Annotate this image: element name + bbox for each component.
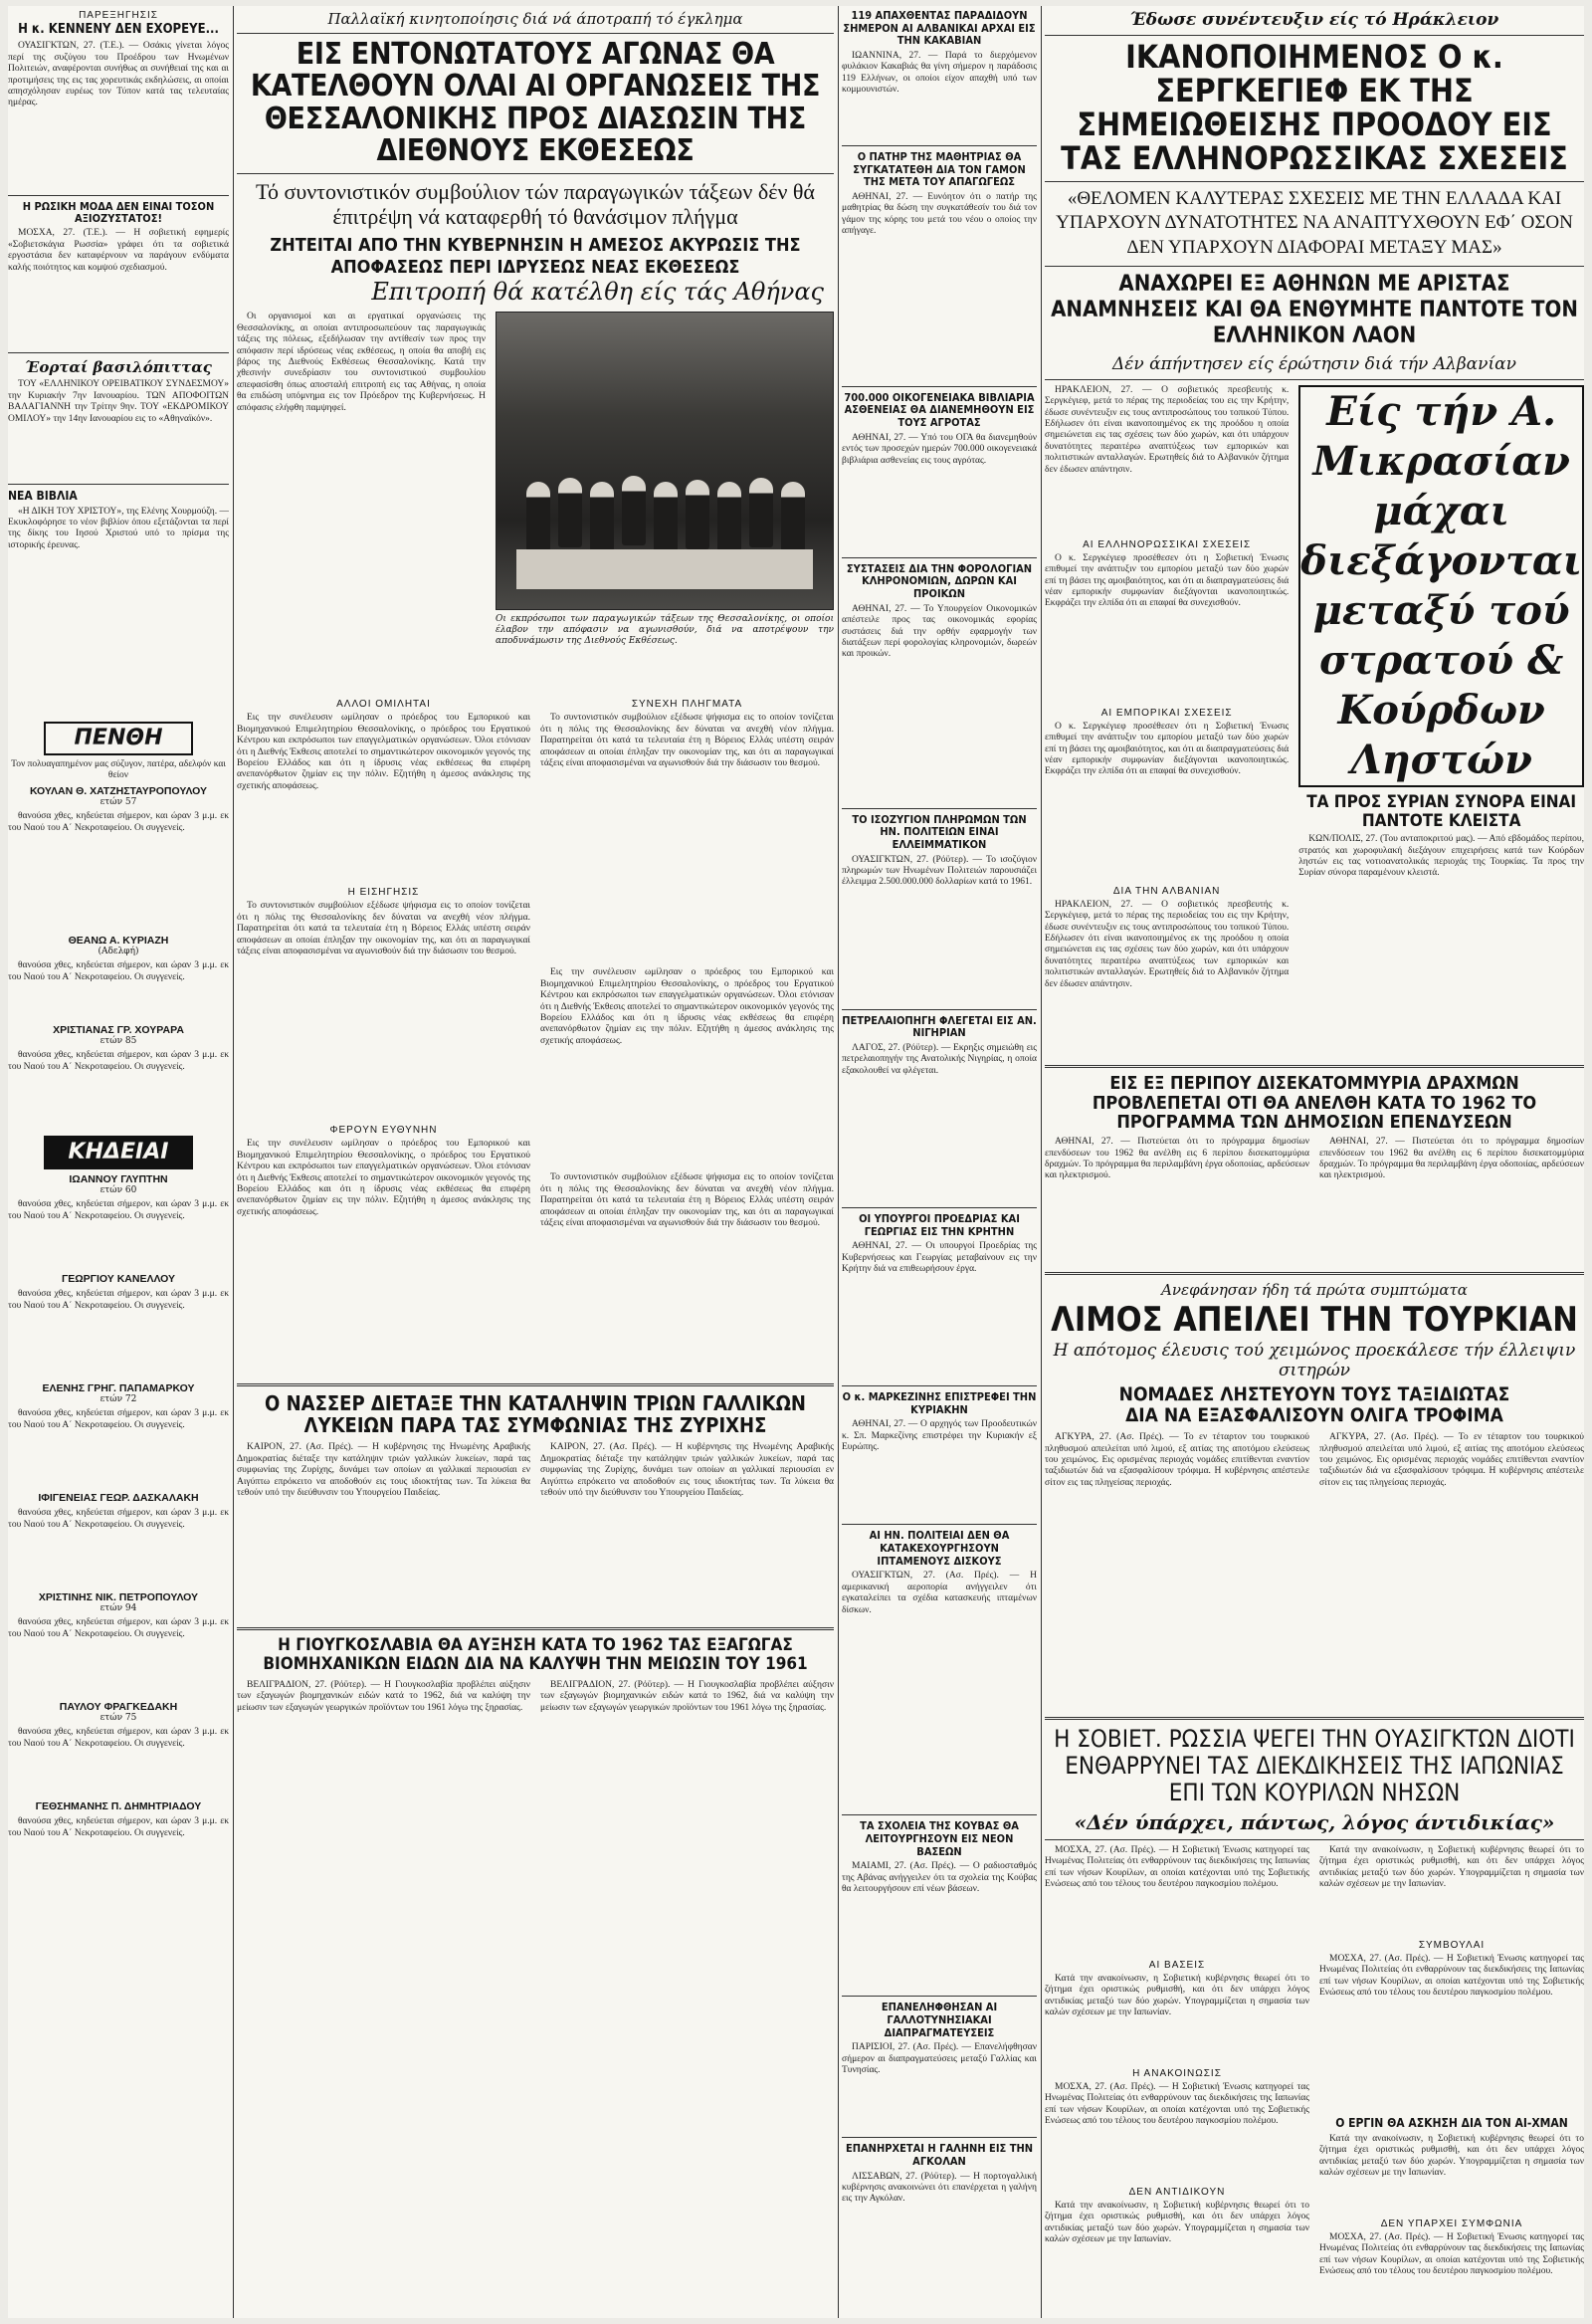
column-foreign: Έδωσε συνέντευξιν είς τό Ηράκλειον ΙΚΑΝΟΠΟΙΗΜΕΝΟΣ Ο κ. ΣΕΡΓΚΕΓΙΕΦ ΕΚ ΤΗΣ ΣΗΜΕΙΩΘΕΙΣΗΣ ΠΡΟΟΔΟΥ ΕΙΣ ΤΑΣ ΕΛΛΗΝΟΡΩΣΣΙΚΑΣ ΣΧΕΣΕΙΣ «ΘΕΛΟΜΕΝ ΚΑΛΥΤΕΡΑΣ ΣΧΕΣΕΙΣ ΜΕ ΤΗΝ ΕΛΛΑΔΑ ΚΑΙ ΥΠΑΡΧΟΥΝ ΔΥΝΑΤΟΤΗΤΕΣ ΝΑ ΑΝΑΠΤΥΧΘΟΥΝ ΕΦ΄ ΟΣΟΝ ΔΕΝ ΥΠΑΡΧΟΥΝ ΔΙΑΦΟΡΑΙ ΜΕΤΑΞΥ ΜΑΣ» ΑΝΑΧΩΡΕΙ ΕΞ ΑΘΗΝΩΝ ΜΕ ΑΡΙΣΤΑΣ ΑΝΑΜΝΗΣΕΙΣ ΚΑΙ ΘΑ ΕΝΘΥΜΗΤΕ ΠΑΝΤΟΤΕ ΤΟΝ ΕΛΛΗΝΙΚΟΝ ΛΑΟΝ Δέν άπήντησεν είς έρώτησιν διά τήν Αλβανίαν ΗΡΑΚΛΕΙΟΝ, 27. — Ο σοβιετικός πρεσβευτής κ. Σεργκέγιεφ, μετά το πέρας της περιοδείας του εις την Κρήτην, έδωσε συνέντευξιν εις τους αντιπροσώπους του τοπικού Τύπου. Εδήλωσεν ότι είναι ικανοποιημένος εκ της προόδου η οποία σημειώνεται εις τας σχέσεις των δύο χωρών, και ότι υπάρχουν δυνατότητες περαιτέρω αναπτύξεως των εμπορικών και πολιτιστικών ανταλλαγών. Ερωτηθείς διά το Αλβανικόν ζήτημα δεν έδωσεν απάντησιν. ΑΙ ΕΛΛΗΝΟΡΩΣΣΙΚΑΙ ΣΧΕΣΕΙΣ Ο κ. Σεργκέγιεφ προσέθεσεν ότι η Σοβιετική Ένωσις επιθυμεί την ανάπτυξιν του εμπορίου μεταξύ των δύο χωρών επί τη βάσει της αμοιβαιότητος, και ότι αι διαπραγματεύσεις διά νέαν εμπορικήν συμφωνίαν διεξάγονται ικανοποιητικώς. Εκφράζει την ελπίδα ότι αι επαφαί θα συνεχισθούν. ΑΙ ΕΜΠΟΡΙΚΑΙ ΣΧΕΣΕΙΣ Ο κ. Σεργκέγιεφ προσέθεσεν ότι η Σοβιετική Ένωσις επιθυμεί την ανάπτυξιν του εμπορίου μεταξύ των δύο χωρών επί τη βάσει της αμοιβαιότητος, και ότι αι διαπραγματεύσεις διά νέαν εμπορικήν συμφωνίαν διεξάγονται ικανοποιητικώς. Εκφράζει την ελπίδα ότι αι επαφαί θα συνεχισθούν. ΔΙΑ ΤΗΝ ΑΛΒΑΝΙΑΝ ΗΡΑΚΛΕΙΟΝ, 27. — Ο σοβιετικός πρεσβευτής κ. Σεργκέγιεφ, μετά το πέρας της περιοδείας του εις την Κρήτην, έδωσε συνέντευξιν εις τους αντιπροσώπους του τοπικού Τύπου. Εδήλωσεν ότι είναι ικανοποιημένος εκ της προόδου η οποία σημειώνεται εις τας σχέσεις των δύο χωρών, και ότι υπάρχουν δυνατότητες περαιτέρω αναπτύξεως των εμπορικών και πολιτιστικών ανταλλαγών. Ερωτηθείς διά το Αλβανικόν ζήτημα δεν έδωσεν απάντησιν. Είς τήν Α. Μικρασίαν μάχαι διεξάγονται μεταξύ τού στρατού & Κούρδων Ληστών ΤΑ ΠΡΟΣ ΣΥΡΙΑΝ ΣΥΝΟΡΑ ΕΙΝΑΙ ΠΑΝΤΟΤΕ ΚΛΕΙΣΤΑ ΚΩΝ/ΠΟΛΙΣ, 27. (Του ανταποκριτού μας). — Από εβδομάδος περίπου, στρατός και χωροφυλακή διεξάγουν επιχειρήσεις κατά των Κούρδων ληστών εις τας νοτιοανατολικάς περιοχάς της Τουρκίας. Τα προς την Συρίαν σύνορα παραμένουν κλειστά. ΕΙΣ ΕΞ ΠΕΡΙΠΟΥ ΔΙΣΕΚΑΤΟΜΜΥΡΙΑ ΔΡΑΧΜΩΝ ΠΡΟΒΛΕΠΕΤΑΙ ΟΤΙ ΘΑ ΑΝΕΛΘΗ ΚΑΤΑ ΤΟ 1962 ΤΟ ΠΡΟΓΡΑΜΜΑ ΤΩΝ ΔΗΜΟΣΙΩΝ ΕΠΕΝΔΥΣΕΩΝ ΑΘΗΝΑΙ, 27. — Πιστεύεται ότι το πρόγραμμα δημοσίων επενδύσεων του 1962 θα ανέλθη εις 6 περίπου δισεκατομμύρια δραχμών. Το πρόγραμμα θα περιλαμβάνη έργα οδοποιίας, αρδεύσεων και ηλεκτρισμού. ΑΘΗΝΑΙ, 27. — Πιστεύεται ότι το πρόγραμμα δημοσίων επενδύσεων του 1962 θα ανέλθη εις 6 περίπου δισεκατομμύρια δραχμών. Το πρόγραμμα θα περιλαμβάνη έργα οδοποιίας, αρδεύσεων και ηλεκτρισμού. Ανεφάνησαν ήδη τά πρώτα συμπτώματα ΛΙΜΟΣ ΑΠΕΙΛΕΙ ΤΗΝ ΤΟΥΡΚΙΑΝ Η απότομος έλευσις τού χειμώνος προεκάλεσε τήν έλλειψιν σιτηρών ΝΟΜΑΔΕΣ ΛΗΣΤΕΥΟΥΝ ΤΟΥΣ ΤΑΞΙΔΙΩΤΑΣ ΔΙΑ ΝΑ ΕΞΑΣΦΑΛΙΣΟΥΝ ΟΛΙΓΑ ΤΡΟΦΙΜΑ ΑΓΚΥΡΑ, 27. (Ασ. Πρές). — Το εν τέταρτον του τουρκικού πληθυσμού απειλείται υπό λιμού, εξ αιτίας της αποτόμου ελεύσεως του χειμώνος. Εις ορισμένας περιοχάς νομάδες επιτίθενται εναντίον ταξιδιωτών διά να εξασφαλίσουν τρόφιμα. Η κυβέρνησις απέστειλε σίτον εις τας πληγείσας περιοχάς. ΑΓΚΥΡΑ, 27. (Ασ. Πρές). — Το εν τέταρτον του τουρκικού πληθυσμού απειλείται υπό λιμού, εξ αιτίας της αποτόμου ελεύσεως του χειμώνος. Εις ορισμένας περιοχάς νομάδες επιτίθενται εναντίον ταξιδιωτών διά να εξασφαλίσουν τρόφιμα. Η κυβέρνησις απέστειλε σίτον εις τας πληγείσας περιοχάς. Η ΣΟΒΙΕΤ. ΡΩΣΣΙΑ ΨΕΓΕΙ ΤΗΝ ΟΥΑΣΙΓΚΤΩΝ ΔΙΟΤΙ ΕΝΘΑΡΡΥΝΕΙ ΤΑΣ ΔΙΕΚΔΙΚΗΣΕΙΣ ΤΗΣ ΙΑΠΩΝΙΑΣ ΕΠΙ ΤΩΝ ΚΟΥΡΙΛΩΝ ΝΗΣΩΝ «Δέν ύπάρχει, πάντως, λόγος άντιδικίας» ΜΟΣΧΑ, 27. (Ασ. Πρές). — Η Σοβιετική Ένωσις κατηγορεί τας Ηνωμένας Πολιτείας ότι ενθαρρύνουν τας διεκδικήσεις της Ιαπωνίας επί των νήσων Κουρίλων, αι οποίαι κατέχονται υπό της Σοβιετικής Ενώσεως από του τέλους του δευτέρου παγκοσμίου πολέμου. ΑΙ ΒΑΣΕΙΣ Κατά την ανακοίνωσιν, η Σοβιετική κυβέρνησις θεωρεί ότι το ζήτημα έχει οριστικώς ρυθμισθή, και ότι δεν υπάρχει λόγος αντιδικίας μεταξύ των δύο χωρών. Υπογραμμίζεται η σημασία των καλών σχέσεων με την Ιαπωνίαν. Η ΑΝΑΚΟΙΝΩΣΙΣ ΜΟΣΧΑ, 27. (Ασ. Πρές). — Η Σοβιετική Ένωσις κατηγορεί τας Ηνωμένας Πολιτείας ότι ενθαρρύνουν τας διεκδικήσεις της Ιαπωνίας επί των νήσων Κουρίλων, αι οποίαι κατέχονται υπό της Σοβιετικής Ενώσεως από του τέλους του δευτέρου παγκοσμίου πολέμου. ΔΕΝ ΑΝΤΙΔΙΚΟΥΝ Κατά την ανακοίνωσιν, η Σοβιετική κυβέρνησις θεωρεί ότι το ζήτημα έχει οριστικώς ρυθμισθή, και ότι δεν υπάρχει λόγος αντιδικίας μεταξύ των δύο χωρών. Υπογραμμίζεται η σημασία των καλών σχέσεων με την Ιαπωνίαν. Κατά την ανακοίνωσιν, η Σοβιετική κυβέρνησις θεωρεί ότι το ζήτημα έχει οριστικώς ρυθμισθή, και ότι δεν υπάρχει λόγος αντιδικίας μεταξύ των δύο χωρών. Υπογραμμίζεται η σημασία των καλών σχέσεων με την Ιαπωνίαν. ΣΥΜΒΟΥΛΑΙ ΜΟΣΧΑ, 27. (Ασ. Πρές). — Η Σοβιετική Ένωσις κατηγορεί τας Ηνωμένας Πολιτείας ότι ενθαρρύνουν τας διεκδικήσεις της Ιαπωνίας επί των νήσων Κουρίλων, αι οποίαι κατέχονται υπό της Σοβιετικής Ενώσεως από του τέλους του δευτέρου παγκοσμίου πολέμου. Ο ΕΡΓΙΝ ΘΑ ΑΣΚΗΣΗ ΔΙΑ ΤΟΝ ΑΙ-ΧΜΑΝ Κατά την ανακοίνωσιν, η Σοβιετική κυβέρνησις θεωρεί ότι το ζήτημα έχει οριστικώς ρυθμισθή, και ότι δεν υπάρχει λόγος αντιδικίας μεταξύ των δύο χωρών. Υπογραμμίζεται η σημασία των καλών σχέσεων με την Ιαπωνίαν. ΔΕΝ ΥΠΑΡΧΕΙ ΣΥΜΦΩΝΙΑ ΜΟΣΧΑ, 27. (Ασ. Πρές). — Η Σοβιετική Ένωσις κατηγορεί τας Ηνωμένας Πολιτείας ότι ενθαρρύνουν τας διεκδικήσεις της Ιαπωνίας επί των νήσων Κουρίλων, αι οποίαι κατέχονται υπό της Σοβιετικής Ενώσεως από του τέλους του δευτέρου παγκοσμίου πολέμου. [1045,10,1584,2277]
story-books: «Η ΔΙΚΗ ΤΟΥ ΧΡΙΣΤΟΥ», της Ελένης Χουρμούζη. — Εκυκλοφόρησε το νέον βιβλίον όπου εξετάζονται τα περί της δίκης του Ιησού Χριστού υπό το πρίσμα της ιστορικής έρευνας. [8,506,229,550]
sub-kurils: «Δέν ύπάρχει, πάντως, λόγος άντιδικίας» [1074,1809,1555,1834]
headline-kurils: Η ΣΟΒΙΕΤ. ΡΩΣΣΙΑ ΨΕΓΕΙ ΤΗΝ ΟΥΑΣΙΓΚΤΩΝ ΔΙΟΤΙ ΕΝΘΑΡΡΥΝΕΙ ΤΑΣ ΔΙΕΚΔΙΚΗΣΕΙΣ ΤΗΣ ΙΑΠΩΝΙΑΣ ΕΠΙ ΤΩΝ ΚΟΥΡΙΛΩΝ ΝΗΣΩΝ [1054,1725,1575,1806]
lead-headline: ΕΙΣ ΕΝΤΟΝΩΤΑΤΟΥΣ ΑΓΩΝΑΣ ΘΑ ΚΑΤΕΛΘΟΥΝ ΟΛΑΙ ΑΙ ΟΡΓΑΝΩΣΕΙΣ ΤΗΣ ΘΕΣΣΑΛΟΝΙΚΗΣ ΠΡΟΣ ΔΙΑΣΩΣΙΝ ΤΗΣ ΔΙΕΘΝΟΥΣ ΕΚΘΕΣΕΩΣ [250,37,821,169]
headline-fashion: Η ΡΩΣΙΚΗ ΜΟΔΑ ΔΕΝ ΕΙΝΑΙ ΤΟΣΟΝ ΑΞΙΟΖΥΣΤΑΤΟΣ! [22,200,215,226]
headline-investments: ΕΙΣ ΕΞ ΠΕΡΙΠΟΥ ΔΙΣΕΚΑΤΟΜΜΥΡΙΑ ΔΡΑΧΜΩΝ ΠΡΟΒΛΕΠΕΤΑΙ ΟΤΙ ΘΑ ΑΝΕΛΘΗ ΚΑΤΑ ΤΟ 1962 ΤΟ ΠΡΟΓΡΑΜΜΑ ΤΩΝ ΔΗΜΟΣΙΩΝ ΕΠΕΝΔΥΣΕΩΝ [1092,1072,1537,1134]
lead-body: Οι οργανισμοί και αι εργατικαί οργανώσεις της Θεσσαλονίκης, αι οποίαι αντιπροσωπεύουν τας παραγωγικάς τάξεις της πόλεως, εξεδήλωσαν την αντίθεσίν των προς την απόφασιν περί ιδρύσεως νέας εκθέσεως, η οποία θα αποβή εις βάρος της Διεθνούς Εκθέσεως Θεσσαλονίκης. Κατά την χθεσινήν συνεδρίασιν του συντονιστικού συμβουλίου απεφασίσθη όπως αποσταλή επιτροπή εις τας Αθήνας, η οποία θα επιδώση υπόμνημα εις τον Πρόεδρον της Κυβερνήσεως. Η απόφασις ελήφθη παμψηφεί. [237,312,486,413]
lead-deck: Τό συντονιστικόν συμβούλιον τών παραγωγικών τάξεων δέν θά έπιτρέψη νά καταφερθή τό θανάσιμον πλήγμα [256,178,815,229]
section-head: ΔΕΝ ΑΝΤΙΔΙΚΟΥΝ [1128,2186,1226,2198]
funeral-notice: ΠΑΥΛΟΥ ΦΡΑΓΚΕΔΑΚΗ ετών 75 [59,1701,178,1724]
headline-ministers: ΟΙ ΥΠΟΥΡΓΟΙ ΠΡΟΕΔΡΙΑΣ ΚΑΙ ΓΕΩΡΓΙΑΣ ΕΙΣ ΤΗΝ ΚΡΗΤΗΝ [859,1211,1020,1238]
story-sergeyev: ΗΡΑΚΛΕΙΟΝ, 27. — Ο σοβιετικός πρεσβευτής κ. Σεργκέγιεφ, μετά το πέρας της περιοδείας του εις την Κρήτην, έδωσε συνέντευξιν εις τους αντιπροσώπους του τοπικού Τύπου. Εδήλωσεν ότι είναι ικανοποιημένος εκ της προόδου η οποία σημειώνεται εις τας σχέσεις των δύο χωρών, και ότι υπάρχουν δυνατότητες περαιτέρω αναπτύξεως των εμπορικών και πολιτιστικών ανταλλαγών. Ερωτηθείς διά το Αλβανικόν ζήτημα δεν έδωσεν απάντησιν. [1045,384,1290,475]
deck-famine-1: ΝΟΜΑΔΕΣ ΛΗΣΤΕΥΟΥΝ ΤΟΥΣ ΤΑΞΙΔΙΩΤΑΣ [1118,1383,1510,1406]
headline-tax: ΣΥΣΤΑΣΕΙΣ ΔΙΑ ΤΗΝ ΦΟΡΟΛΟΓΙΑΝ ΚΛΗΡΟΝΟΜΙΩΝ, ΔΩΡΩΝ ΚΑΙ ΠΡΟΙΚΩΝ [846,561,1033,601]
mourning-header: ΠΕΝΘΗ [44,722,193,755]
headline-yugoslavia: Η ΓΙΟΥΓΚΟΣΛΑΒΙΑ ΘΑ ΑΥΞΗΣΗ ΚΑΤΑ ΤΟ 1962 ΤΑΣ ΕΞΑΓΩΓΑΣ ΒΙΟΜΗΧΑΝΙΚΩΝ ΕΙΔΩΝ ΔΙΑ ΝΑ ΚΑΛΥΨΗ ΤΗΝ ΜΕΙΩΣΙΝ ΤΟΥ 1961 [263,1635,808,1675]
lead-deck-bold: ΖΗΤΕΙΤΑΙ ΑΠΟ ΤΗΝ ΚΥΒΕΡΝΗΣΙΝ Η ΑΜΕΣΟΣ ΑΚΥΡΩΣΙΣ ΤΗΣ ΑΠΟΦΑΣΕΩΣ ΠΕΡΙ ΙΔΡΥΣΕΩΣ ΝΕΑΣ ΕΚΘΕΣΕΩΣ [270,235,801,278]
column-rule [233,6,234,2318]
funeral-notice: ΧΡΙΣΤΙΝΗΣ ΝΙΚ. ΠΕΤΡΟΠΟΥΛΟΥ ετών 94 [38,1591,199,1614]
section-head: ΣΥΝΕΧΗ ΠΛΗΓΜΑΤΑ [631,699,743,711]
mourning-text: Τον πολυαγαπημένον μας σύζυγον, πατέρα, αδελφόν και θείον [11,758,226,781]
story-kennedy: ΟΥΑΣΙΓΚΤΩΝ, 27. (Τ.Ε.). — Οσάκις γίνεται λόγος περί της συζύγου του Προέδρου των Ηνωμένων Πολιτειών, αναφέρονται συνήθως αι συνήθειαί της και αι προτιμήσεις της εις τας χορευτικάς εκδηλώσεις, αι οποίαι απησχόλησαν ευρέως τον Τύπον κατά τας τελευταίας ημέρας. [8,41,229,108]
kicker-heraklion: Έδωσε συνέντευξιν είς τό Ηράκλειον [1129,10,1499,30]
headline-markezinis: Ο κ. ΜΑΡΚΕΖΙΝΗΣ ΕΠΙΣΤΡΕΦΕΙ ΤΗΝ ΚΥΡΙΑΚΗΝ [842,1390,1037,1416]
story-investments: ΑΘΗΝΑΙ, 27. — Πιστεύεται ότι το πρόγραμμα δημοσίων επενδύσεων του 1962 θα ανέλθη εις 6 περίπου δισεκατομμύρια δραχμών. Το πρόγραμμα θα περιλαμβάνη έργα οδοποιίας, αρδεύσεων και ηλεκτρισμού. [1045,1137,1309,1181]
section-head: ΑΙ ΒΑΣΕΙΣ [1148,1959,1206,1971]
headline-erhard: Ο ΕΡΓΙΝ ΘΑ ΑΣΚΗΣΗ ΔΙΑ ΤΟΝ ΑΙ-ΧΜΑΝ [1335,2115,1568,2130]
headline-balance: ΤΟ ΙΣΟΖΥΓΙΟΝ ΠΛΗΡΩΜΩΝ ΤΩΝ ΗΝ. ΠΟΛΙΤΕΙΩΝ ΕΙΝΑΙ ΕΛΛΕΙΜΜΑΤΙΚΟΝ [852,812,1027,851]
newspaper-page [8,6,1584,2318]
story-nasser: ΚΑΪΡΟΝ, 27. (Ασ. Πρές). — Η κυβέρνησις της Ηνωμένης Αραβικής Δημοκρατίας διέταξε την κατάληψιν τριών γαλλικών λυκείων, παρά τας συμφωνίας της Ζυρίχης, δυνάμει των οποίων αι γαλλικαί περιουσίαι εν Αιγύπτω επρόκειτο να αποδοθούν εις τους ιδιοκτήτας των. Τα λύκεια θα τεθούν υπό την διεύθυνσιν του Υπουργείου Παιδείας. [237,1442,530,1498]
column-rule [1041,6,1042,2318]
kicker: ΠΑΡΕΞΗΓΗΣΙΣ [79,10,158,21]
headline-saucers: ΑΙ ΗΝ. ΠΟΛΙΤΕΙΑΙ ΔΕΝ ΘΑ ΚΑΤΑΚΕΧΟΥΡΓΗΣΟΥΝ ΙΠΤΑΜΕΝΟΥΣ ΔΙΣΚΟΥΣ [869,1529,1010,1568]
headline-famine: ΛΙΜΟΣ ΑΠΕΙΛΕΙ ΤΗΝ ΤΟΥΡΚΙΑΝ [1051,1300,1578,1341]
funeral-notice: ΙΦΙΓΕΝΕΙΑΣ ΓΕΩΡ. ΔΑΣΚΑΛΑΚΗ [38,1492,199,1505]
section-head: ΣΥΜΒΟΥΛΑΙ [1418,1939,1486,1951]
funeral-notice: ΓΕΘΣΗΜΑΝΗΣ Π. ΔΗΜΗΤΡΙΑΔΟΥ [35,1800,202,1813]
headline-student: Ο ΠΑΤΗΡ ΤΗΣ ΜΑΘΗΤΡΙΑΣ ΘΑ ΣΥΓΚΑΤΑΤΕΘΗ ΔΙΑ ΤΟΝ ΓΑΜΟΝ ΤΗΣ ΜΕΤΑ ΤΟΥ ΑΠΑΓΩΓΕΩΣ [853,149,1026,189]
story-fashion: ΜΟΣΧΑ, 27. (Τ.Ε.). — Η σοβιετική εφημερίς «Σοβιετσκάγια Ρωσσία» γράφει ότι τα σοβιετικά εργοστάσια δεν καταφέρνουν να παράγουν ενδύματα καλής ποιότητος και κομψού σχεδιασμού. [8,228,229,273]
headline-books: ΝΕΑ ΒΙΒΛΙΑ [8,489,78,504]
headline-angola: ΕΠΑΝΗΡΧΕΤΑΙ Η ΓΑΛΗΝΗ ΕΙΣ ΤΗΝ ΑΓΚΟΛΑΝ [845,2142,1034,2168]
story-yugoslavia: ΒΕΛΙΓΡΑΔΙΟΝ, 27. (Ρόϋτερ). — Η Γιουγκοσλαβία προβλέπει αύξησιν των εξαγωγών βιομηχανικών ειδών κατά το 1962, διά να καλύψη την μείωσιν των εξαγωγών γεωργικών προϊόντων του 1961 λόγω της ξηρασίας. [237,1679,530,1713]
story-famine: ΑΓΚΥΡΑ, 27. (Ασ. Πρές). — Το εν τέταρτον του τουρκικού πληθυσμού απειλείται υπό λιμού, εξ αιτίας της αποτόμου ελεύσεως του χειμώνος. Εις ορισμένας περιοχάς νομάδες επιτίθενται εναντίον ταξιδιωτών διά να εξασφαλίσουν τρόφιμα. Η κυβέρνησις απέστειλε σίτον εις τας πληγείσας περιοχάς. [1045,1432,1309,1488]
funeral-notice: ΙΩΑΝΝΟΥ ΓΛΥΠΤΗΝ ετών 60 [69,1173,168,1196]
news-photo [496,312,834,610]
headline-booklets: 700.000 ΟΙΚΟΓΕΝΕΙΑΚΑ ΒΙΒΛΙΑΡΙΑ ΑΣΘΕΝΕΙΑΣ ΘΑ ΔΙΑΝΕΜΗΘΟΥΝ ΕΙΣ ΤΟΥΣ ΑΓΡΟΤΑΣ [844,390,1035,430]
headline-kurds: Είς τήν Α. Μικρασίαν μάχαι διεξάγονται μεταξύ τού στρατού & Κούρδων Ληστών [1298,385,1584,787]
story-feasts: ΤΟΥ «ΕΛΛΗΝΙΚΟΥ ΟΡΕΙΒΑΤΙΚΟΥ ΣΥΝΔΕΣΜΟΥ» την Κυριακήν 7ην Ιανουαρίου. ΤΩΝ ΑΠΟΦΟΙΤΩΝ ΒΑΛΑΓΙΑΝΝΗ την Τρίτην 9ην. ΤΟΥ «ΕΚΔΡΟΜΙΚΟΥ ΟΜΙΛΟΥ» την 14ην Ιανουαρίου εις το «Αθηναϊκόν». [8,379,229,424]
story-syria: ΚΩΝ/ΠΟΛΙΣ, 27. (Του ανταποκριτού μας). — Από εβδομάδος περίπου, στρατός και χωροφυλακή διεξάγουν επιχειρήσεις κατά των Κούρδων ληστών εις τας νοτιοανατολικάς περιοχάς της Τουρκίας. Τα προς την Συρίαν σύνορα παραμένουν κλειστά. [1298,834,1584,879]
section-head: ΔΙΑ ΤΗΝ ΑΛΒΑΝΙΑΝ [1112,885,1221,897]
headline-kennedy: Η κ. ΚΕΝΝΕΝΥ ΔΕΝ ΕΧΟΡΕΥΕ... [18,22,219,37]
headline-nasser: Ο ΝΑΣΣΕΡ ΔΙΕΤΑΞΕ ΤΗΝ ΚΑΤΑΛΗΨΙΝ ΤΡΙΩΝ ΓΑΛΛΙΚΩΝ ΛΥΚΕΙΩΝ ΠΑΡΑ ΤΑΣ ΣΥΜΦΩΝΙΑΣ ΤΗΣ ΖΥΡΙΧΗΣ [265,1391,806,1438]
headline-feasts: Έορταί βασιλόπιττας [25,358,212,377]
lead-kicker: Παλλαϊκή κινητοποίησις διά νά άποτραπή τό έγκλημα [327,10,743,28]
death-notice: ΘΕΑΝΩ Α. ΚΥΡΙΑΖΗ (Αδελφή) [68,935,169,957]
story-kurils: ΜΟΣΧΑ, 27. (Ασ. Πρές). — Η Σοβιετική Ένωσις κατηγορεί τας Ηνωμένας Πολιτείας ότι ενθαρρύνουν τας διεκδικήσεις της Ιαπωνίας επί των νήσων Κουρίλων, αι οποίαι κατέχονται υπό της Σοβιετικής Ενώσεως από του τέλους του δευτέρου παγκοσμίου πολέμου. [1045,1844,1309,1889]
section-head: Η ΕΙΣΗΓΗΣΙΣ [347,887,420,899]
headline-syria: ΤΑ ΠΡΟΣ ΣΥΡΙΑΝ ΣΥΝΟΡΑ ΕΙΝΑΙ ΠΑΝΤΟΤΕ ΚΛΕΙΣΤΑ [1306,791,1577,831]
lead-subhead: Επιτροπή θά κατέλθη είς τάς Αθήνας [371,278,824,307]
death-notice: ΚΟΥΛΑΝ Θ. ΧΑΤΖΗΣΤΑΥΡΟΠΟΥΛΟΥ ετών 57 [29,785,208,808]
column-lead-story: Παλλαϊκή κινητοποίησις διά νά άποτραπή τό έγκλημα ΕΙΣ ΕΝΤΟΝΩΤΑΤΟΥΣ ΑΓΩΝΑΣ ΘΑ ΚΑΤΕΛΘΟΥΝ ΟΛΑΙ ΑΙ ΟΡΓΑΝΩΣΕΙΣ ΤΗΣ ΘΕΣΣΑΛΟΝΙΚΗΣ ΠΡΟΣ ΔΙΑΣΩΣΙΝ ΤΗΣ ΔΙΕΘΝΟΥΣ ΕΚΘΕΣΕΩΣ Τό συντονιστικόν συμβούλιον τών παραγωγικών τάξεων δέν θά έπιτρέψη νά καταφερθή τό θανάσιμον πλήγμα ΖΗΤΕΙΤΑΙ ΑΠΟ ΤΗΝ ΚΥΒΕΡΝΗΣΙΝ Η ΑΜΕΣΟΣ ΑΚΥΡΩΣΙΣ ΤΗΣ ΑΠΟΦΑΣΕΩΣ ΠΕΡΙ ΙΔΡΥΣΕΩΣ ΝΕΑΣ ΕΚΘΕΣΕΩΣ Επιτροπή θά κατέλθη είς τάς Αθήνας Οι οργανισμοί και αι εργατικαί οργανώσεις της Θεσσαλονίκης, αι οποίαι αντιπροσωπεύουν τας παραγωγικάς τάξεις της πόλεως, εξεδήλωσαν την αντίθεσίν των προς την απόφασιν περί ιδρύσεως νέας εκθέσεως, η οποία θα αποβή εις βάρος της Διεθνούς Εκθέσεως Θεσσαλονίκης. Κατά την χθεσινήν συνεδρίασιν του συντονιστικού συμβουλίου απεφασίσθη όπως αποσταλή επιτροπή εις τας Αθήνας, η οποία θα επιδώση υπόμνημα εις τον Πρόεδρον της Κυβερνήσεως. Η απόφασις ελήφθη παμψηφεί. Οι εκπρόσωποι των παραγωγικών τάξεων της Θεσσαλονίκης, οι οποίοι έλαβον την απόφασιν να αγωνισθούν, διά να αποτρέψουν την αποδυνάμωσιν της Διεθνούς Εκθέσεως. ΑΛΛΟΙ ΟΜΙΛΗΤΑΙ Εις την συνέλευσιν ωμίλησαν ο πρόεδρος του Εμπορικού και Βιομηχανικού Επιμελητηρίου Θεσσαλονίκης, ο πρόεδρος του Εργατικού Κέντρου και εκπρόσωποι των επαγγελματικών οργανώσεων. Όλοι ετόνισαν ότι η Διεθνής Έκθεσις αποτελεί το σημαντικώτερον οικονομικόν γεγονός της Βορείου Ελλάδος και ότι η ίδρυσις νέας εκθέσεως θα επιφέρη ανεπανόρθωτον ζημίαν εις την πόλιν. Εζητήθη η άμεσος ανάκλησις της σχετικής αποφάσεως. Η ΕΙΣΗΓΗΣΙΣ Το συντονιστικόν συμβούλιον εξέδωσε ψήφισμα εις το οποίον τονίζεται ότι η πόλις της Θεσσαλονίκης δεν δύναται να ανεχθή νέον πλήγμα. Παρατηρείται ότι κατά τα τελευταία έτη η Βόρειος Ελλάς υπέστη σειράν αποφάσεων αι οποίαι έπληξαν την οικονομίαν της, και ότι αι παραγωγικαί τάξεις είναι αποφασισμέναι να αγωνισθούν διά την διάσωσιν του θεσμού. ΦΕΡΟΥΝ ΕΥΘΥΝΗΝ Εις την συνέλευσιν ωμίλησαν ο πρόεδρος του Εμπορικού και Βιομηχανικού Επιμελητηρίου Θεσσαλονίκης, ο πρόεδρος του Εργατικού Κέντρου και εκπρόσωποι των επαγγελματικών οργανώσεων. Όλοι ετόνισαν ότι η Διεθνής Έκθεσις αποτελεί το σημαντικώτερον οικονομικόν γεγονός της Βορείου Ελλάδος και ότι η ίδρυσις νέας εκθέσεως θα επιφέρη ανεπανόρθωτον ζημίαν εις την πόλιν. Εζητήθη η άμεσος ανάκλησις της σχετικής αποφάσεως. ΣΥΝΕΧΗ ΠΛΗΓΜΑΤΑ Το συντονιστικόν συμβούλιον εξέδωσε ψήφισμα εις το οποίον τονίζεται ότι η πόλις της Θεσσαλονίκης δεν δύναται να ανεχθή νέον πλήγμα. Παρατηρείται ότι κατά τα τελευταία έτη η Βόρειος Ελλάς υπέστη σειράν αποφάσεων αι οποίαι έπληξαν την οικονομίαν της, και ότι αι παραγωγικαί τάξεις είναι αποφασισμέναι να αγωνισθούν διά την διάσωσιν του θεσμού. Εις την συνέλευσιν ωμίλησαν ο πρόεδρος του Εμπορικού και Βιομηχανικού Επιμελητηρίου Θεσσαλονίκης, ο πρόεδρος του Εργατικού Κέντρου και εκπρόσωποι των επαγγελματικών οργανώσεων. Όλοι ετόνισαν ότι η Διεθνής Έκθεσις αποτελεί το σημαντικώτερον οικονομικόν γεγονός της Βορείου Ελλάδος και ότι η ίδρυσις νέας εκθέσεως θα επιφέρη ανεπανόρθωτον ζημίαν εις την πόλιν. Εζητήθη η άμεσος ανάκλησις της σχετικής αποφάσεως. Το συντονιστικόν συμβούλιον εξέδωσε ψήφισμα εις το οποίον τονίζεται ότι η πόλις της Θεσσαλονίκης δεν δύναται να ανεχθή νέον πλήγμα. Παρατηρείται ότι κατά τα τελευταία έτη η Βόρειος Ελλάς υπέστη σειράν αποφάσεων αι οποίαι έπληξαν την οικονομίαν της, και ότι αι παραγωγικαί τάξεις είναι αποφασισμέναι να αγωνισθούν διά την διάσωσιν του θεσμού. Ο ΝΑΣΣΕΡ ΔΙΕΤΑΞΕ ΤΗΝ ΚΑΤΑΛΗΨΙΝ ΤΡΙΩΝ ΓΑΛΛΙΚΩΝ ΛΥΚΕΙΩΝ ΠΑΡΑ ΤΑΣ ΣΥΜΦΩΝΙΑΣ ΤΗΣ ΖΥΡΙΧΗΣ ΚΑΪΡΟΝ, 27. (Ασ. Πρές). — Η κυβέρνησις της Ηνωμένης Αραβικής Δημοκρατίας διέταξε την κατάληψιν τριών γαλλικών λυκείων, παρά τας συμφωνίας της Ζυρίχης, δυνάμει των οποίων αι γαλλικαί περιουσίαι εν Αιγύπτω επρόκειτο να αποδοθούν εις τους ιδιοκτήτας των. Τα λύκεια θα τεθούν υπό την διεύθυνσιν του Υπουργείου Παιδείας. ΚΑΪΡΟΝ, 27. (Ασ. Πρές). — Η κυβέρνησις της Ηνωμένης Αραβικής Δημοκρατίας διέταξε την κατάληψιν τριών γαλλικών λυκείων, παρά τας συμφωνίας της Ζυρίχης, δυνάμει των οποίων αι γαλλικαί περιουσίαι εν Αιγύπτω επρόκειτο να αποδοθούν εις τους ιδιοκτήτας των. Τα λύκεια θα τεθούν υπό την διεύθυνσιν του Υπουργείου Παιδείας. Η ΓΙΟΥΓΚΟΣΛΑΒΙΑ ΘΑ ΑΥΞΗΣΗ ΚΑΤΑ ΤΟ 1962 ΤΑΣ ΕΞΑΓΩΓΑΣ ΒΙΟΜΗΧΑΝΙΚΩΝ ΕΙΔΩΝ ΔΙΑ ΝΑ ΚΑΛΥΨΗ ΤΗΝ ΜΕΙΩΣΙΝ ΤΟΥ 1961 ΒΕΛΙΓΡΑΔΙΟΝ, 27. (Ρόϋτερ). — Η Γιουγκοσλαβία προβλέπει αύξησιν των εξαγωγών βιομηχανικών ειδών κατά το 1962, διά να καλύψη την μείωσιν των εξαγωγών γεωργικών προϊόντων του 1961 λόγω της ξηρασίας. ΒΕΛΙΓΡΑΔΙΟΝ, 27. (Ρόϋτερ). — Η Γιουγκοσλαβία προβλέπει αύξησιν των εξαγωγών βιομηχανικών ειδών κατά το 1962, διά να καλύψη την μείωσιν των εξαγωγών γεωργικών προϊόντων του 1961 λόγω της ξηρασίας. [237,6,834,2318]
quote-sergeyev: «ΘΕΛΟΜΕΝ ΚΑΛΥΤΕΡΑΣ ΣΧΕΣΕΙΣ ΜΕ ΤΗΝ ΕΛΛΑΔΑ ΚΑΙ ΥΠΑΡΧΟΥΝ ΔΥΝΑΤΟΤΗΤΕΣ ΝΑ ΑΝΑΠΤΥΧΘΟΥΝ ΕΦ΄ ΟΣΟΝ ΔΕΝ ΥΠΑΡΧΟΥΝ ΔΙΑΦΟΡΑΙ ΜΕΤΑΞΥ ΜΑΣ» [1056,187,1573,258]
section-head: ΑΙ ΕΛΛΗΝΟΡΩΣΣΙΚΑΙ ΣΧΕΣΕΙΣ [1083,538,1252,550]
kicker-famine: Ανεφάνησαν ήδη τά πρώτα συμπτώματα [1161,1281,1468,1300]
headline-sergeyev: ΙΚΑΝΟΠΟΙΗΜΕΝΟΣ Ο κ. ΣΕΡΓΚΕΓΙΕΦ ΕΚ ΤΗΣ ΣΗΜΕΙΩΘΕΙΣΗΣ ΠΡΟΟΔΟΥ ΕΙΣ ΤΑΣ ΕΛΛΗΝΟΡΩΣΣΙΚΑΣ ΣΧΕΣΕΙΣ [1061,38,1568,177]
section-head: ΦΕΡΟΥΝ ΕΥΘΥΝΗΝ [329,1125,438,1137]
section-head: Η ΑΝΑΚΟΙΝΩΣΙΣ [1132,2067,1222,2079]
headline-oil: ΠΕΤΡΕΛΑΙΟΠΗΓΗ ΦΛΕΓΕΤΑΙ ΕΙΣ ΑΝ. ΝΙΓΗΡΙΑΝ [842,1013,1037,1040]
column-briefs: 119 ΑΠΑΧΘΕΝΤΑΣ ΠΑΡΑΔΙΔΟΥΝ ΣΗΜΕΡΟΝ ΑΙ ΑΛΒΑΝΙΚΑΙ ΑΡΧΑΙ ΕΙΣ ΤΗΝ ΚΑΚΑΒΙΑΝ ΙΩΑΝΝΙΝΑ, 27. — Παρά το διερχόμενον φυλάκιον Κακαβιάς θα γίνη σήμερον η παράδοσις 119 Ελλήνων, οι οποίοι είχον απαχθή υπό των κομμουνιστών. Ο ΠΑΤΗΡ ΤΗΣ ΜΑΘΗΤΡΙΑΣ ΘΑ ΣΥΓΚΑΤΑΤΕΘΗ ΔΙΑ ΤΟΝ ΓΑΜΟΝ ΤΗΣ ΜΕΤΑ ΤΟΥ ΑΠΑΓΩΓΕΩΣ ΑΘΗΝΑΙ, 27. — Ευνόητον ότι ο πατήρ της μαθητρίας θα δώση την συγκατάθεσίν του διά τον γάμον της κόρης του μετά του νέου ο οποίος την απήγαγε. 700.000 ΟΙΚΟΓΕΝΕΙΑΚΑ ΒΙΒΛΙΑΡΙΑ ΑΣΘΕΝΕΙΑΣ ΘΑ ΔΙΑΝΕΜΗΘΟΥΝ ΕΙΣ ΤΟΥΣ ΑΓΡΟΤΑΣ ΑΘΗΝΑΙ, 27. — Υπό του ΟΓΑ θα διανεμηθούν εντός των προσεχών ημερών 700.000 οικογενειακά βιβλιάρια ασθενείας εις τους αγρότας. ΣΥΣΤΑΣΕΙΣ ΔΙΑ ΤΗΝ ΦΟΡΟΛΟΓΙΑΝ ΚΛΗΡΟΝΟΜΙΩΝ, ΔΩΡΩΝ ΚΑΙ ΠΡΟΙΚΩΝ ΑΘΗΝΑΙ, 27. — Το Υπουργείον Οικονομικών απέστειλε προς τας οικονομικάς εφορίας συστάσεις διά την ορθήν εφαρμογήν των διατάξεων περί φορολογίας κληρονομιών, δωρεών και προικών. ΤΟ ΙΣΟΖΥΓΙΟΝ ΠΛΗΡΩΜΩΝ ΤΩΝ ΗΝ. ΠΟΛΙΤΕΙΩΝ ΕΙΝΑΙ ΕΛΛΕΙΜΜΑΤΙΚΟΝ ΟΥΑΣΙΓΚΤΩΝ, 27. (Ρόϋτερ). — Το ισοζύγιον πληρωμών των Ηνωμένων Πολιτειών παρουσιάζει έλλειμμα 2.500.000.000 δολλαρίων κατά το 1961. ΠΕΤΡΕΛΑΙΟΠΗΓΗ ΦΛΕΓΕΤΑΙ ΕΙΣ ΑΝ. ΝΙΓΗΡΙΑΝ ΛΑΓΟΣ, 27. (Ρόϋτερ). — Εκρηξις σημειώθη εις πετρελαιοπηγήν της Ανατολικής Νιγηρίας, η οποία εξακολουθεί να φλέγεται. ΟΙ ΥΠΟΥΡΓΟΙ ΠΡΟΕΔΡΙΑΣ ΚΑΙ ΓΕΩΡΓΙΑΣ ΕΙΣ ΤΗΝ ΚΡΗΤΗΝ ΑΘΗΝΑΙ, 27. — Οι υπουργοί Προεδρίας της Κυβερνήσεως και Γεωργίας μεταβαίνουν εις την Κρήτην διά να επιθεωρήσουν έργα. Ο κ. ΜΑΡΚΕΖΙΝΗΣ ΕΠΙΣΤΡΕΦΕΙ ΤΗΝ ΚΥΡΙΑΚΗΝ ΑΘΗΝΑΙ, 27. — Ο αρχηγός των Προοδευτικών κ. Σπ. Μαρκεζίνης επιστρέφει την Κυριακήν εξ Ευρώπης. ΑΙ ΗΝ. ΠΟΛΙΤΕΙΑΙ ΔΕΝ ΘΑ ΚΑΤΑΚΕΧΟΥΡΓΗΣΟΥΝ ΙΠΤΑΜΕΝΟΥΣ ΔΙΣΚΟΥΣ ΟΥΑΣΙΓΚΤΩΝ, 27. (Ασ. Πρές). — Η αμερικανική αεροπορία ανήγγειλεν ότι εγκαταλείπει τα σχέδια κατασκευής ιπταμένων δίσκων. ΤΑ ΣΧΟΛΕΙΑ ΤΗΣ ΚΟΥΒΑΣ ΘΑ ΛΕΙΤΟΥΡΓΗΣΟΥΝ ΕΙΣ ΝΕΟΝ ΒΑΣΕΩΝ ΜΑΪΑΜΙ, 27. (Ασ. Πρές). — Ο ραδιοσταθμός της Αβάνας ανήγγειλεν ότι τα σχολεία της Κούβας θα λειτουργήσουν επί νέων βάσεων. ΕΠΑΝΕΛΗΦΘΗΣΑΝ ΑΙ ΓΑΛΛΟΤΥΝΗΣΙΑΚΑΙ ΔΙΑΠΡΑΓΜΑΤΕΥΣΕΙΣ ΠΑΡΙΣΙΟΙ, 27. (Ασ. Πρές). — Επανελήφθησαν σήμερον αι διαπραγματεύσεις μεταξύ Γαλλίας και Τυνησίας. ΕΠΑΝΗΡΧΕΤΑΙ Η ΓΑΛΗΝΗ ΕΙΣ ΤΗΝ ΑΓΚΟΛΑΝ ΛΙΣΣΑΒΩΝ, 27. (Ρόϋτερ). — Η πορτογαλλική κυβέρνησις ανακοινώνει ότι επανέρχεται η γαλήνη εις την Αγκόλαν. [842,9,1037,2205]
funerals-header: ΚΗΔΕΙΑΙ [44,1136,193,1169]
section-head: ΑΙ ΕΜΠΟΡΙΚΑΙ ΣΧΕΣΕΙΣ [1100,707,1233,719]
headline-tunisia: ΕΠΑΝΕΛΗΦΘΗΣΑΝ ΑΙ ΓΑΛΛΟΤΥΝΗΣΙΑΚΑΙ ΔΙΑΠΡΑΓΜΑΤΕΥΣΕΙΣ [881,2001,998,2039]
deck-famine-2: ΔΙΑ ΝΑ ΕΞΑΣΦΑΛΙΣΟΥΝ ΟΛΙΓΑ ΤΡΟΦΙΜΑ [1125,1404,1503,1427]
deck-sergeyev: ΑΝΑΧΩΡΕΙ ΕΞ ΑΘΗΝΩΝ ΜΕ ΑΡΙΣΤΑΣ ΑΝΑΜΝΗΣΕΙΣ ΚΑΙ ΘΑ ΕΝΘΥΜΗΤΕ ΠΑΝΤΟΤΕ ΤΟΝ ΕΛΛΗΝΙΚΟΝ ΛΑΟΝ [1051,271,1578,349]
sub-sergeyev: Δέν άπήντησεν είς έρώτησιν διά τήν Αλβανίαν [1112,353,1516,374]
headline-cuba: ΤΑ ΣΧΟΛΕΙΑ ΤΗΣ ΚΟΥΒΑΣ ΘΑ ΛΕΙΤΟΥΡΓΗΣΟΥΝ ΕΙΣ ΝΕΟΝ ΒΑΣΕΩΝ [860,1819,1019,1858]
sub-famine: Η απότομος έλευσις τού χειμώνος προεκάλεσε τήν έλλειψιν σιτηρών [1053,1341,1576,1381]
death-notice: ΧΡΙΣΤΙΑΝΑΣ ΓΡ. ΧΟΥΡΑΡΑ ετών 85 [53,1024,184,1047]
photo-caption: Οι εκπρόσωποι των παραγωγικών τάξεων της Θεσσαλονίκης, οι οποίοι έλαβον την απόφασιν να αγωνισθούν, διά να αποτρέψουν την αποδυνάμωσιν της Διεθνούς Εκθέσεως. [496,614,834,647]
headline-albania: 119 ΑΠΑΧΘΕΝΤΑΣ ΠΑΡΑΔΙΔΟΥΝ ΣΗΜΕΡΟΝ ΑΙ ΑΛΒΑΝΙΚΑΙ ΑΡΧΑΙ ΕΙΣ ΤΗΝ ΚΑΚΑΒΙΑΝ [843,9,1036,48]
column-notices: ΠΑΡΕΞΗΓΗΣΙΣ Η κ. ΚΕΝΝΕΝΥ ΔΕΝ ΕΧΟΡΕΥΕ... ΟΥΑΣΙΓΚΤΩΝ, 27. (Τ.Ε.). — Οσάκις γίνεται λόγος περί της συζύγου του Προέδρου των Ηνωμένων Πολιτειών, αναφέρονται συνήθως αι συνήθειαί της και αι προτιμήσεις της εις τας χορευτικάς εκδηλώσεις, αι οποίαι απησχόλησαν ευρέως τον Τύπον κατά τας τελευταίας ημέρας. Η ΡΩΣΙΚΗ ΜΟΔΑ ΔΕΝ ΕΙΝΑΙ ΤΟΣΟΝ ΑΞΙΟΖΥΣΤΑΤΟΣ! ΜΟΣΧΑ, 27. (Τ.Ε.). — Η σοβιετική εφημερίς «Σοβιετσκάγια Ρωσσία» γράφει ότι τα σοβιετικά εργοστάσια δεν καταφέρνουν να παράγουν ενδύματα καλής ποιότητος και κομψού σχεδιασμού. Έορταί βασιλόπιττας ΤΟΥ «ΕΛΛΗΝΙΚΟΥ ΟΡΕΙΒΑΤΙΚΟΥ ΣΥΝΔΕΣΜΟΥ» την Κυριακήν 7ην Ιανουαρίου. ΤΩΝ ΑΠΟΦΟΙΤΩΝ ΒΑΛΑΓΙΑΝΝΗ την Τρίτην 9ην. ΤΟΥ «ΕΚΔΡΟΜΙΚΟΥ ΟΜΙΛΟΥ» την 14ην Ιανουαρίου εις το «Αθηναϊκόν». ΝΕΑ ΒΙΒΛΙΑ «Η ΔΙΚΗ ΤΟΥ ΧΡΙΣΤΟΥ», της Ελένης Χουρμούζη. — Εκυκλοφόρησε το νέον βιβλίον όπου εξετάζονται τα περί της δίκης του Ιησού Χριστού υπό το πρίσμα της ιστορικής έρευνας. ΠΕΝΘΗ Τον πολυαγαπημένον μας σύζυγον, πατέρα, αδελφόν και θείον ΚΟΥΛΑΝ Θ. ΧΑΤΖΗΣΤΑΥΡΟΠΟΥΛΟΥ ετών 57 θανούσα χθες, κηδεύεται σήμερον, και ώραν 3 μ.μ. εκ του Ναού του Α΄ Νεκροταφείου. Οι συγγενείς. ΘΕΑΝΩ Α. ΚΥΡΙΑΖΗ (Αδελφή) θανούσα χθες, κηδεύεται σήμερον, και ώραν 3 μ.μ. εκ του Ναού του Α΄ Νεκροταφείου. Οι συγγενείς. ΧΡΙΣΤΙΑΝΑΣ ΓΡ. ΧΟΥΡΑΡΑ ετών 85 θανούσα χθες, κηδεύεται σήμερον, και ώραν 3 μ.μ. εκ του Ναού του Α΄ Νεκροταφείου. Οι συγγενείς. ΚΗΔΕΙΑΙ ΙΩΑΝΝΟΥ ΓΛΥΠΤΗΝ ετών 60 θανούσα χθες, κηδεύεται σήμερον, και ώραν 3 μ.μ. εκ του Ναού του Α΄ Νεκροταφείου. Οι συγγενείς. ΓΕΩΡΓΙΟΥ ΚΑΝΕΛΛΟΥ θανούσα χθες, κηδεύεται σήμερον, και ώραν 3 μ.μ. εκ του Ναού του Α΄ Νεκροταφείου. Οι συγγενείς. ΕΛΕΝΗΣ ΓΡΗΓ. ΠΑΠΑΜΑΡΚΟΥ ετών 72 θανούσα χθες, κηδεύεται σήμερον, και ώραν 3 μ.μ. εκ του Ναού του Α΄ Νεκροταφείου. Οι συγγενείς. ΙΦΙΓΕΝΕΙΑΣ ΓΕΩΡ. ΔΑΣΚΑΛΑΚΗ θανούσα χθες, κηδεύεται σήμερον, και ώραν 3 μ.μ. εκ του Ναού του Α΄ Νεκροταφείου. Οι συγγενείς. ΧΡΙΣΤΙΝΗΣ ΝΙΚ. ΠΕΤΡΟΠΟΥΛΟΥ ετών 94 θανούσα χθες, κηδεύεται σήμερον, και ώραν 3 μ.μ. εκ του Ναού του Α΄ Νεκροταφείου. Οι συγγενείς. ΠΑΥΛΟΥ ΦΡΑΓΚΕΔΑΚΗ ετών 75 θανούσα χθες, κηδεύεται σήμερον, και ώραν 3 μ.μ. εκ του Ναού του Α΄ Νεκροταφείου. Οι συγγενείς. ΓΕΘΣΗΜΑΝΗΣ Π. ΔΗΜΗΤΡΙΑΔΟΥ θανούσα χθες, κηδεύεται σήμερον, και ώραν 3 μ.μ. εκ του Ναού του Α΄ Νεκροταφείου. Οι συγγενείς. [8,10,229,1838]
funeral-notice: ΕΛΕΝΗΣ ΓΡΗΓ. ΠΑΠΑΜΑΡΚΟΥ ετών 72 [42,1382,195,1405]
funeral-notice: ΓΕΩΡΓΙΟΥ ΚΑΝΕΛΛΟΥ [61,1273,176,1286]
section-head: ΔΕΝ ΥΠΑΡΧΕΙ ΣΥΜΦΩΝΙΑ [1380,2218,1523,2229]
column-rule [838,6,839,2318]
section-head: ΑΛΛΟΙ ΟΜΙΛΗΤΑΙ [336,699,431,711]
